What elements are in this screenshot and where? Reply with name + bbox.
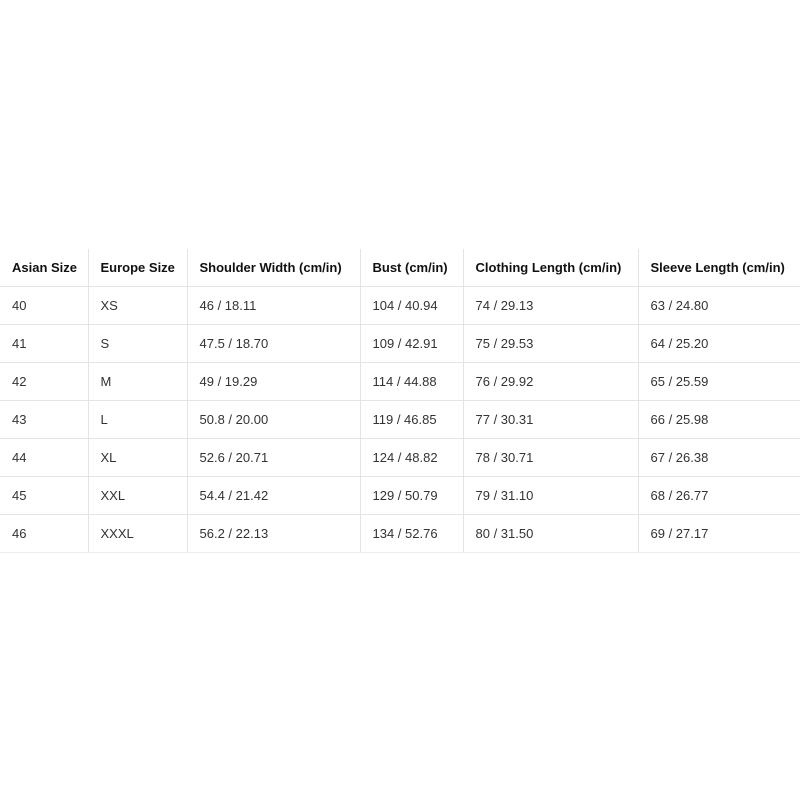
cell-asian-size: 44 bbox=[0, 439, 88, 477]
cell-sleeve-length: 64 / 25.20 bbox=[638, 325, 800, 363]
header-shoulder-width: Shoulder Width (cm/in) bbox=[187, 249, 360, 287]
cell-sleeve-length: 68 / 26.77 bbox=[638, 477, 800, 515]
cell-asian-size: 42 bbox=[0, 363, 88, 401]
cell-europe-size: S bbox=[88, 325, 187, 363]
cell-clothing-length: 78 / 30.71 bbox=[463, 439, 638, 477]
cell-shoulder-width: 54.4 / 21.42 bbox=[187, 477, 360, 515]
cell-europe-size: XS bbox=[88, 287, 187, 325]
cell-bust: 134 / 52.76 bbox=[360, 515, 463, 553]
cell-europe-size: XL bbox=[88, 439, 187, 477]
header-bust: Bust (cm/in) bbox=[360, 249, 463, 287]
header-asian-size: Asian Size bbox=[0, 249, 88, 287]
cell-clothing-length: 74 / 29.13 bbox=[463, 287, 638, 325]
cell-bust: 114 / 44.88 bbox=[360, 363, 463, 401]
table-row bbox=[0, 325, 800, 363]
cell-bust: 109 / 42.91 bbox=[360, 325, 463, 363]
size-chart-table bbox=[0, 249, 800, 553]
cell-shoulder-width: 47.5 / 18.70 bbox=[187, 325, 360, 363]
header-row bbox=[0, 249, 800, 287]
cell-asian-size: 43 bbox=[0, 401, 88, 439]
cell-clothing-length: 76 / 29.92 bbox=[463, 363, 638, 401]
cell-shoulder-width: 46 / 18.11 bbox=[187, 287, 360, 325]
header-europe-size: Europe Size bbox=[88, 249, 187, 287]
table-row bbox=[0, 477, 800, 515]
cell-sleeve-length: 63 / 24.80 bbox=[638, 287, 800, 325]
cell-shoulder-width: 52.6 / 20.71 bbox=[187, 439, 360, 477]
cell-bust: 119 / 46.85 bbox=[360, 401, 463, 439]
cell-bust: 129 / 50.79 bbox=[360, 477, 463, 515]
cell-shoulder-width: 56.2 / 22.13 bbox=[187, 515, 360, 553]
table-row bbox=[0, 363, 800, 401]
cell-asian-size: 40 bbox=[0, 287, 88, 325]
cell-europe-size: XXL bbox=[88, 477, 187, 515]
cell-clothing-length: 77 / 30.31 bbox=[463, 401, 638, 439]
table-row bbox=[0, 439, 800, 477]
cell-asian-size: 41 bbox=[0, 325, 88, 363]
table-row bbox=[0, 515, 800, 553]
cell-shoulder-width: 50.8 / 20.00 bbox=[187, 401, 360, 439]
cell-asian-size: 45 bbox=[0, 477, 88, 515]
cell-sleeve-length: 69 / 27.17 bbox=[638, 515, 800, 553]
cell-sleeve-length: 66 / 25.98 bbox=[638, 401, 800, 439]
cell-europe-size: XXXL bbox=[88, 515, 187, 553]
table-row bbox=[0, 401, 800, 439]
cell-sleeve-length: 67 / 26.38 bbox=[638, 439, 800, 477]
header-clothing-length: Clothing Length (cm/in) bbox=[463, 249, 638, 287]
cell-sleeve-length: 65 / 25.59 bbox=[638, 363, 800, 401]
table-row bbox=[0, 287, 800, 325]
cell-bust: 124 / 48.82 bbox=[360, 439, 463, 477]
cell-asian-size: 46 bbox=[0, 515, 88, 553]
cell-bust: 104 / 40.94 bbox=[360, 287, 463, 325]
cell-europe-size: L bbox=[88, 401, 187, 439]
header-sleeve-length: Sleeve Length (cm/in) bbox=[638, 249, 800, 287]
cell-europe-size: M bbox=[88, 363, 187, 401]
cell-shoulder-width: 49 / 19.29 bbox=[187, 363, 360, 401]
cell-clothing-length: 79 / 31.10 bbox=[463, 477, 638, 515]
cell-clothing-length: 80 / 31.50 bbox=[463, 515, 638, 553]
cell-clothing-length: 75 / 29.53 bbox=[463, 325, 638, 363]
